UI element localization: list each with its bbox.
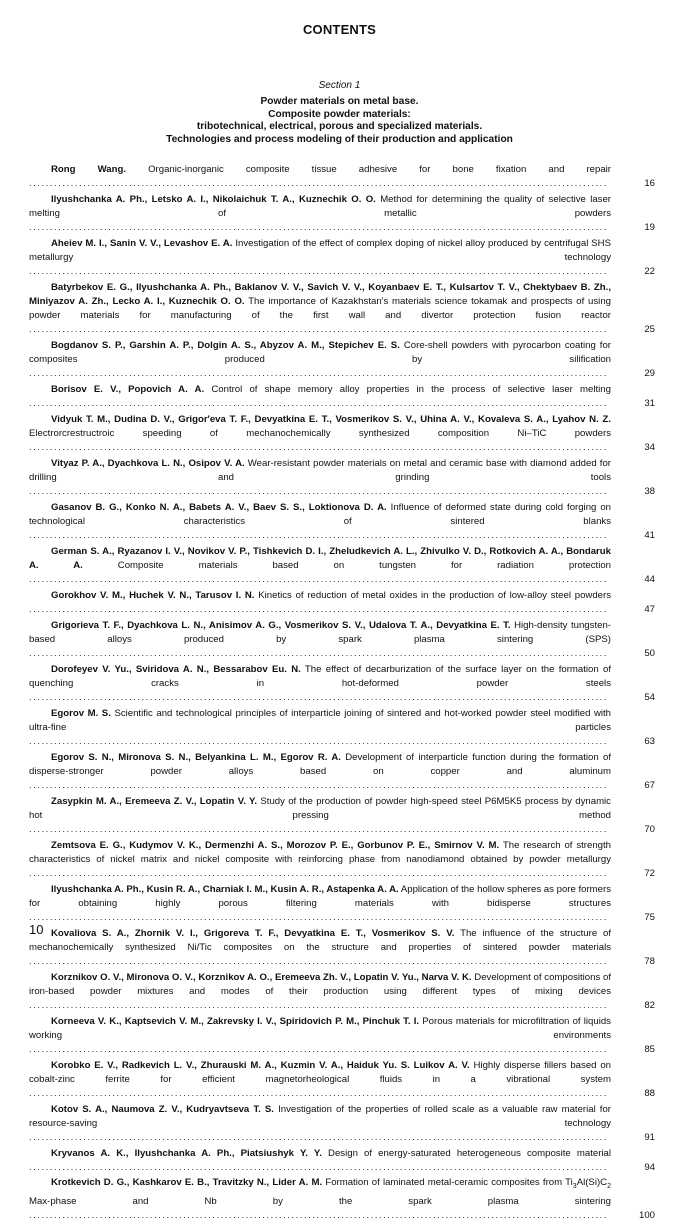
toc-entry[interactable] <box>29 1176 655 1223</box>
toc-entry[interactable] <box>29 339 655 382</box>
toc-entry-text <box>29 237 611 280</box>
dot-leader: ........................................................................................................................................... <box>29 266 608 278</box>
toc-entry[interactable] <box>29 927 655 970</box>
toc-entry-page: 63 <box>644 736 655 747</box>
toc-entry[interactable] <box>29 237 655 280</box>
toc-entry-text <box>29 707 611 750</box>
toc-entry-page: 75 <box>644 912 655 923</box>
toc-entry[interactable] <box>29 839 655 882</box>
toc-entry-title: The importance of Kazakhstan's materials science tokamak and prospects of using powder materials for manufacturing of the first wall and divertor protection fusion reactor <box>29 296 611 322</box>
toc-entry-authors: Korznikov O. V., Mironova O. V., Korznikov A. O., Eremeeva Zh. V., Lopatin V. Yu., Narva V. K. <box>51 971 472 983</box>
toc-entry[interactable] <box>29 795 655 838</box>
toc-entry-text <box>29 1176 611 1223</box>
dot-leader: ........................................................................................................................................... <box>29 824 608 835</box>
toc-entry-text <box>29 1103 611 1146</box>
toc-entry-text <box>29 501 611 544</box>
toc-entry-title: Scientific and technological principles of interparticle joining of sintered and hot-worked powder steel modified with ultra-fine particles <box>29 707 611 733</box>
toc-entry[interactable] <box>29 163 655 191</box>
toc-entry-title: Influence of deformed state during cold forging on technological characteristics of sintered blanks <box>29 501 611 527</box>
toc-entry-title: Design of energy-saturated heterogeneous composite material <box>328 1147 611 1159</box>
page-title: CONTENTS <box>302 22 377 37</box>
toc-entry-page: 31 <box>644 398 655 410</box>
toc-entry-page: 41 <box>644 530 655 542</box>
toc-entry-page: 38 <box>644 486 655 498</box>
toc-entry-page: 34 <box>644 442 655 454</box>
dot-leader: ........................................................................................................................................... <box>29 780 608 791</box>
toc-entry-text <box>29 589 611 617</box>
toc-entry-text <box>29 1015 611 1058</box>
toc-entry-page: 100 <box>638 1209 655 1221</box>
dot-leader: ........................................................................................................................................... <box>29 1000 608 1011</box>
toc-entry-authors: Rong Wang. <box>51 164 126 175</box>
toc-entry-authors: Batyrbekov E. G., Ilyushchanka A. Ph., Baklanov V. V., Savich V. V., Koyanbaev E. T., Kulsartov T. V., Chektybaev B. Zh., Miniyazov A. Zh., Lecko A. I., Kuznechik O. O. <box>29 281 611 307</box>
section-heading-line: Technologies and process modeling of their production and application <box>166 133 513 145</box>
toc-entry[interactable] <box>29 883 655 926</box>
toc-entry-text <box>29 193 611 236</box>
toc-entry-page: 25 <box>644 324 655 336</box>
toc-entry-text <box>29 383 611 411</box>
toc-entry-authors: German S. A., Ryazanov I. V., Novikov V. P., Tishkevich D. I., Zheludkevich A. L., Zhivulko V. D., Rotkovich A. A., Bondaruk A. A. <box>29 545 611 571</box>
dot-leader: ........................................................................................................................................... <box>29 324 608 336</box>
toc-entry-title: Investigation of the effect of complex doping of nickel alloy produced by centrifugal SHS metallurgy technology <box>29 237 611 263</box>
dot-leader: ........................................................................................................................................... <box>29 868 608 879</box>
section-heading-line: tribotechnical, electrical, porous and specialized materials. <box>196 121 483 133</box>
dot-leader: ........................................................................................................................................... <box>29 912 608 923</box>
toc-entry-title: Formation of laminated metal-ceramic composites from $Ti_3Al(Si)C_2$ Max-phase and Nb by the spark plasma sintering <box>29 1177 611 1207</box>
toc-entry-text <box>29 163 611 191</box>
toc-entry-title: Control of shape memory alloy properties in the process of selective laser melting <box>211 384 611 395</box>
toc-entry-authors: Zasypkin M. A., Eremeeva Z. V., Lopatin V. Y. <box>51 795 258 807</box>
toc-entry-page: 54 <box>644 692 655 703</box>
toc-entry-authors: Korneeva V. K., Kaptsevich V. M., Zakrevsky I. V., Spiridovich P. M., Pinchuk T. I. <box>51 1015 420 1027</box>
page-number: 10 <box>29 922 44 937</box>
toc-entry-text <box>29 663 611 706</box>
toc-entry-title: Organic-inorganic composite tissue adhesive for bone fixation and repair <box>148 164 611 175</box>
toc-entry-authors: Kotov S. A., Naumova Z. V., Kudryavtseva T. S. <box>51 1103 274 1115</box>
toc-entry[interactable] <box>29 663 655 706</box>
dot-leader: ........................................................................................................................................... <box>29 530 608 542</box>
toc-entry-page: 72 <box>644 868 655 879</box>
toc-entry-page: 29 <box>644 368 655 380</box>
toc-entry-page: 85 <box>644 1044 655 1055</box>
toc-entry-title: Core-shell powders with pyrocarbon coating for composites produced by silification <box>29 340 611 366</box>
dot-leader: ........................................................................................................................................... <box>29 398 608 410</box>
toc-entry-authors: Kryvanos A. K., Ilyushchanka A. Ph., Piatsiushyk Y. Y. <box>51 1147 322 1159</box>
toc-entry-text <box>29 751 611 794</box>
toc-entry-authors: Korobko E. V., Radkevich L. V., Zhurauski M. A., Kuzmin V. A., Haiduk Yu. S. Luikov A. V. <box>51 1059 470 1071</box>
toc-entry-title: Development of compositions of iron-based powder mixtures and modes of their production using different types of mixing devices <box>29 971 611 997</box>
toc-entry[interactable] <box>29 971 655 1014</box>
toc-entry-text <box>29 413 611 456</box>
toc-entry-authors: Ilyushchanka A. Ph., Kusin R. A., Charniak I. M., Kusin A. R., Astapenka A. A. <box>51 883 399 895</box>
toc-entry-text <box>29 545 611 588</box>
toc-entry[interactable] <box>29 545 655 588</box>
toc-entry[interactable] <box>29 1015 655 1058</box>
section-headings <box>0 96 679 146</box>
toc-entry-title: Wear-resistant powder materials on metal and ceramic base with diamond added for drilling and grinding tools <box>29 457 611 483</box>
section-heading-line: Powder materials on metal base. <box>260 96 419 107</box>
toc-entry-page: 16 <box>644 178 655 190</box>
toc-entry-text <box>29 971 611 1014</box>
toc-entry[interactable] <box>29 1147 655 1175</box>
table-of-contents <box>29 163 655 1224</box>
toc-entry-authors: Ilyushchanka A. Ph., Letsko A. I., Nikolaichuk T. A., Kuznechik O. O. <box>51 193 376 205</box>
dot-leader: ........................................................................................................................................... <box>29 1044 608 1055</box>
toc-entry-title: Application of the hollow spheres as pore formers for obtaining highly porous filtering materials with bidisperse structures <box>29 883 611 909</box>
toc-entry-page: 91 <box>644 1132 655 1143</box>
toc-entry[interactable] <box>29 457 655 500</box>
dot-leader: ........................................................................................................................................... <box>29 574 608 586</box>
toc-entry-text <box>29 883 611 926</box>
toc-entry[interactable] <box>29 193 655 236</box>
toc-entry-text <box>29 281 611 338</box>
toc-entry-title: Electrorcrestructroic speeding of mechanochemically synthesized composition Ni–TiC powders <box>29 428 611 439</box>
toc-entry-authors: Kovaliova S. A., Zhornik V. I., Grigoreva T. F., Devyatkina E. T., Vosmerikov S. V. <box>51 927 455 939</box>
dot-leader: ........................................................................................................................................... <box>29 736 608 747</box>
dot-leader: ........................................................................................................................................... <box>29 178 608 190</box>
toc-entry[interactable] <box>29 619 655 662</box>
section-heading-line: Composite powder materials: <box>268 108 411 120</box>
toc-entry-authors: Zemtsova E. G., Kudymov V. K., Dermenzhi A. S., Morozov P. E., Gorbunov P. E., Smirnov V. M. <box>51 839 500 851</box>
toc-entry-page: 19 <box>644 222 655 234</box>
toc-entry-authors: Aheiev M. I., Sanin V. V., Levashov E. A. <box>51 237 233 249</box>
toc-entry-text <box>29 339 611 382</box>
toc-entry-title: Porous materials for microfiltration of liquids working environments <box>29 1015 611 1041</box>
dot-leader: ........................................................................................................................................... <box>29 1132 608 1143</box>
toc-entry-page: 50 <box>644 648 655 659</box>
toc-entry-text <box>29 1147 611 1175</box>
dot-leader: ........................................................................................................................................... <box>29 486 608 498</box>
toc-entry[interactable] <box>29 281 655 338</box>
toc-entry-page: 94 <box>644 1161 655 1173</box>
toc-entry[interactable] <box>29 1103 655 1146</box>
toc-entry-title: The research of strength characteristics of nickel matrix and nickel composite with reinforcing phase from nanodiamond obtained by powder metallurgy <box>29 839 611 865</box>
toc-entry-authors: Vityaz P. A., Dyachkova L. N., Osipov V. A. <box>51 457 245 469</box>
toc-entry-page: 44 <box>644 574 655 586</box>
dot-leader: ........................................................................................................................................... <box>29 222 608 234</box>
toc-entry-authors: Gorokhov V. M., Huchek V. N., Tarusov I. N. <box>51 589 255 601</box>
dot-leader: ........................................................................................................................................... <box>29 1161 608 1173</box>
toc-entry-title: Kinetics of reduction of metal oxides in the production of low-alloy steel powders <box>258 589 611 601</box>
toc-entry[interactable] <box>29 589 655 617</box>
toc-entry-text <box>29 457 611 500</box>
dot-leader: ........................................................................................................................................... <box>29 604 608 615</box>
toc-entry-title: The influence of the structure of mechanochemically synthesized Ni/Tic composites on the structure and properties of sintered powder materials <box>29 927 611 953</box>
toc-entry-text <box>29 795 611 838</box>
toc-entry-title: Composite materials based on tungsten for radiation protection <box>117 560 611 571</box>
toc-entry[interactable] <box>29 751 655 794</box>
section-label: Section 1 <box>318 80 361 91</box>
toc-entry[interactable] <box>29 413 655 456</box>
toc-entry[interactable] <box>29 707 655 750</box>
dot-leader: ........................................................................................................................................... <box>29 1088 608 1099</box>
toc-entry-authors: Grigorieva T. F., Dyachkova L. N., Anisimov A. G., Vosmerikov S. V., Udalova T. A., Devyatkina E. T. <box>51 619 511 631</box>
dot-leader: ........................................................................................................................................... <box>29 1209 608 1221</box>
dot-leader: ........................................................................................................................................... <box>29 692 608 703</box>
toc-entry-authors: Krotkevich D. G., Kashkarov E. B., Travitzky N., Lider A. M. <box>51 1177 323 1189</box>
toc-entry-authors: Vidyuk T. M., Dudina D. V., Grigor'eva T. F., Devyatkina E. T., Vosmerikov S. V., Uhina A. V., Kovaleva S. A., Lyahov N. Z. <box>51 413 611 425</box>
dot-leader: ........................................................................................................................................... <box>29 648 608 659</box>
dot-leader: ........................................................................................................................................... <box>29 956 608 967</box>
toc-entry[interactable] <box>29 383 655 411</box>
toc-entry-page: 70 <box>644 824 655 835</box>
toc-entry-text <box>29 927 611 970</box>
toc-entry-authors: Dorofeyev V. Yu., Sviridova A. N., Bessarabov Eu. N. <box>51 663 301 675</box>
toc-entry-title: Study of the production of powder high-speed steel P6M5K5 process by dynamic hot pressing method <box>29 795 611 821</box>
toc-entry-title: High-density tungsten-based alloys produced by spark plasma sintering (SPS) <box>29 619 611 645</box>
toc-entry-title: Investigation of the properties of rolled scale as a valuable raw material for resource-saving technology <box>29 1103 611 1129</box>
toc-entry-title: Method for determining the quality of selective laser melting of metallic powders <box>29 193 611 219</box>
toc-entry-page: 47 <box>644 604 655 615</box>
toc-entry-title: Development of interparticle function during the formation of disperse-stronger powder alloys based on copper and aluminum <box>29 751 611 777</box>
toc-entry-page: 82 <box>644 1000 655 1011</box>
toc-entry[interactable] <box>29 1059 655 1102</box>
toc-entry-title: The effect of decarburization of the surface layer on the formation of quenching cracks in hot-deformed powder steels <box>29 663 611 689</box>
toc-entry-authors: Egorov M. S. <box>51 707 111 719</box>
toc-entry-text <box>29 1059 611 1102</box>
toc-entry-authors: Bogdanov S. P., Garshin A. P., Dolgin A. S., Abyzov A. M., Stepichev E. S. <box>51 340 400 351</box>
toc-entry-title: Highly disperse fillers based on cobalt-zinc ferrite for efficient magnetorheological fluids in a vibrational system <box>29 1059 611 1085</box>
dot-leader: ........................................................................................................................................... <box>29 442 608 454</box>
toc-entry-page: 67 <box>644 780 655 791</box>
toc-entry-page: 88 <box>644 1088 655 1099</box>
toc-entry[interactable] <box>29 501 655 544</box>
toc-entry-text <box>29 839 611 882</box>
dot-leader: ........................................................................................................................................... <box>29 368 608 380</box>
toc-entry-text <box>29 619 611 662</box>
toc-entry-page: 78 <box>644 956 655 967</box>
toc-entry-authors: Borisov E. V., Popovich A. A. <box>51 384 205 395</box>
toc-entry-authors: Gasanov B. G., Konko N. A., Babets A. V., Baev S. S., Loktionova D. A. <box>51 501 387 513</box>
toc-entry-authors: Egorov S. N., Mironova S. N., Belyankina L. M., Egorov R. A. <box>51 751 341 763</box>
toc-entry-page: 22 <box>644 266 655 278</box>
